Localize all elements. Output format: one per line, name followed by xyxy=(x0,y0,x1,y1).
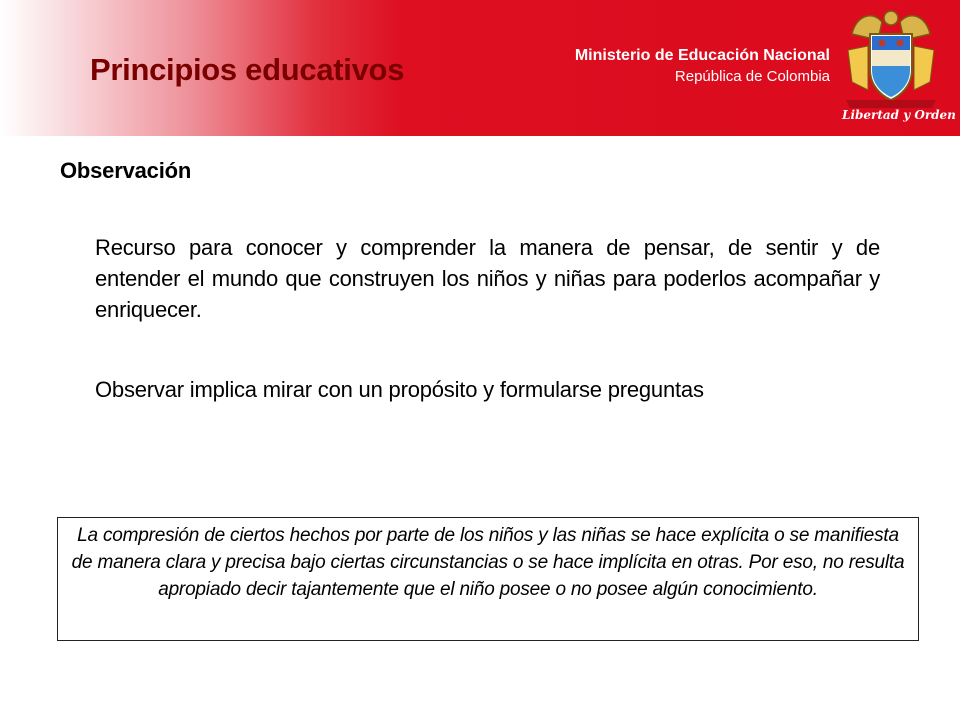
paragraph-implication: Observar implica mirar con un propósito y formularse preguntas xyxy=(95,377,704,402)
coat-of-arms xyxy=(842,4,956,132)
seal-motto: Libertad y Orden xyxy=(842,108,956,122)
section-heading: Observación xyxy=(60,158,192,183)
note-text: La compresión de ciertos hechos por parte de los niños y las niñas se hace explícita o se manifiesta de manera clara y precisa bajo ciertas circunstancias o se hace implícita en otras. Por eso, no resulta apropiado decir tajantemente que el niño posee o no posee algún conocimiento. xyxy=(71,525,905,600)
slide-title: Principios educativos xyxy=(90,52,405,87)
ministry-block xyxy=(575,46,830,88)
ministry-name: Ministerio de Educación Nacional xyxy=(574,47,830,64)
country-name: República de Colombia xyxy=(674,68,830,85)
paragraph-definition: Recurso para conocer y comprender la manera de pensar, de sentir y de entender el mundo que construyen los niños y niñas para poderlos acompañar y enriquecer. xyxy=(95,235,880,322)
note-box xyxy=(57,517,919,641)
coat-of-arms-icon xyxy=(842,4,940,108)
header-banner xyxy=(0,0,960,136)
